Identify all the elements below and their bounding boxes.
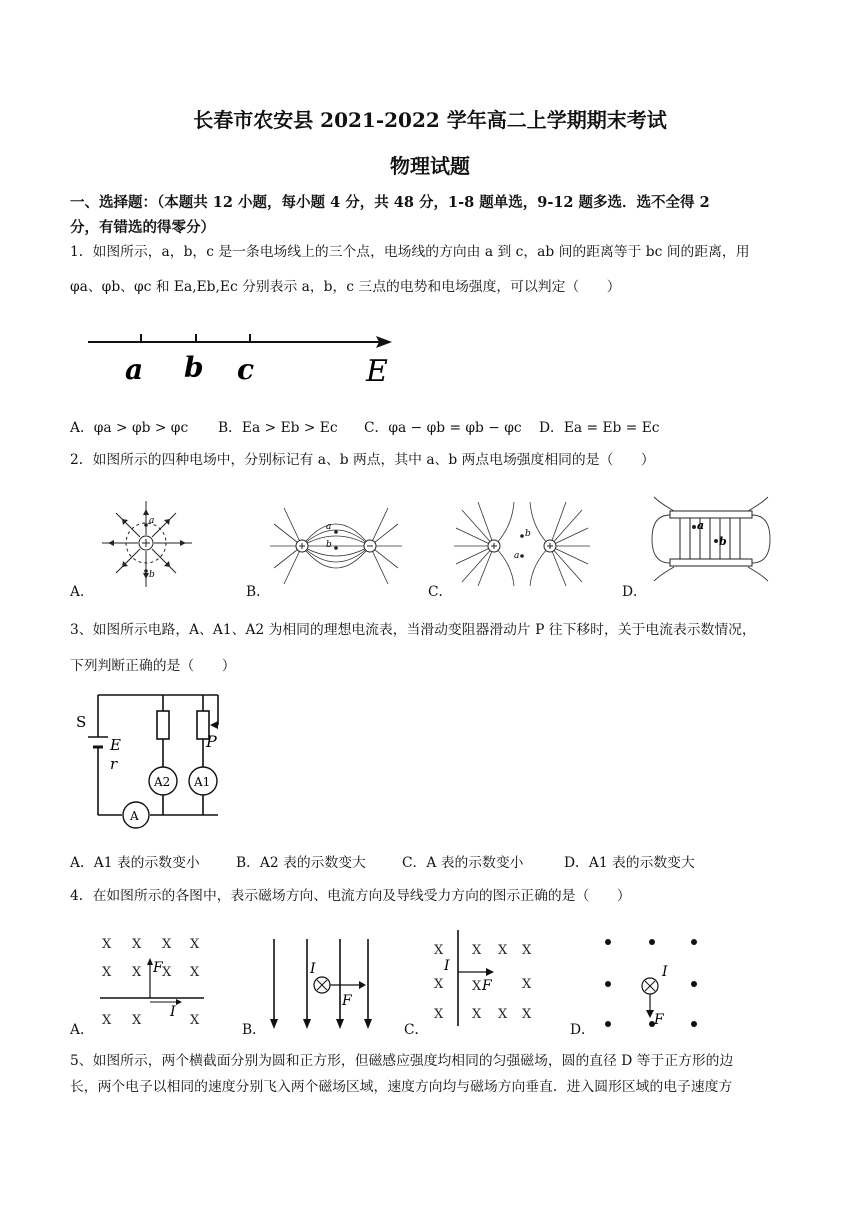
q3-label-A: A <box>130 809 139 823</box>
svg-text:X: X <box>472 979 482 994</box>
q2-fig-b-dipole <box>268 502 404 588</box>
q1-label-b: b <box>184 351 204 384</box>
q1-label-c: c <box>237 353 255 386</box>
svg-text:X: X <box>498 943 508 958</box>
svg-text:X: X <box>434 977 444 992</box>
q5-stem-line2: 长，两个电子以相同的速度分别飞入两个磁场区域，速度方向均与磁场方向垂直．进入圆形区域的电子速度方 <box>70 1079 733 1095</box>
svg-text:X: X <box>132 937 142 952</box>
svg-text:X: X <box>162 937 172 952</box>
svg-text:X: X <box>190 937 200 952</box>
svg-text:X: X <box>434 943 444 958</box>
q4b-label-I: I <box>310 961 316 977</box>
q4c-label-I: I <box>444 958 450 974</box>
q3-label-emf: E <box>110 736 121 754</box>
q2d-label-b: b <box>719 535 727 548</box>
section-heading-line1: 一、选择题：（本题共 12 小题，每小题 4 分，共 48 分，1-8 题单选，9-12 题多选．选不全得 2 <box>70 194 710 211</box>
q4b-label-F: F <box>342 993 352 1009</box>
svg-text:X: X <box>498 1007 508 1022</box>
q2-option-c[interactable]: C． <box>428 584 453 600</box>
svg-text:X: X <box>190 1013 200 1028</box>
q3-label-A2: A2 <box>154 775 171 789</box>
q2a-label-b: b <box>149 570 155 580</box>
q2-stem-line1: 2．如图所示的四种电场中，分别标记有 a、b 两点，其中 a、b 两点电场强度相同的是（ ） <box>70 452 655 468</box>
q3-stem-line2: 下列判断正确的是（ ） <box>70 658 236 674</box>
svg-text:X: X <box>132 965 142 980</box>
q2c-label-b: b <box>525 529 531 539</box>
svg-text:X: X <box>102 1013 112 1028</box>
q1-option-d[interactable]: D．Ea = Eb = Ec <box>539 420 660 436</box>
q2a-label-a: a <box>149 516 155 526</box>
svg-text:X: X <box>472 1007 482 1022</box>
q5-stem-line1: 5、如图所示，两个横截面分别为圆和正方形，但磁感应强度均相同的匀强磁场，圆的直径 D 等于正方形的边 <box>70 1053 734 1069</box>
q3-label-switch: S <box>76 713 87 731</box>
q2b-label-b: b <box>326 540 332 550</box>
q2-option-b[interactable]: B． <box>246 584 270 600</box>
q4d-label-I: I <box>662 964 668 980</box>
svg-text:X: X <box>472 943 482 958</box>
section-heading-line2: 分，有错选的得零分） <box>70 219 215 236</box>
q4-fig-d <box>600 932 704 1032</box>
q3-label-A1: A1 <box>194 775 211 789</box>
q4-fig-a <box>96 932 208 1032</box>
q3-stem-line1: 3、如图所示电路，A、A1、A2 为相同的理想电流表，当滑动变阻器滑动片 P 往下移时，关于电流表示数情况， <box>70 622 756 638</box>
q3-option-c[interactable]: C．A 表的示数变小 <box>402 855 524 871</box>
svg-text:X: X <box>102 965 112 980</box>
q1-option-b[interactable]: B．Ea > Eb > Ec <box>218 420 338 436</box>
svg-text:X: X <box>434 1007 444 1022</box>
q1-field-line-figure <box>80 325 400 387</box>
q3-option-d[interactable]: D．A1 表的示数变大 <box>564 855 695 871</box>
svg-text:X: X <box>522 1007 532 1022</box>
q4c-label-F: F <box>482 978 492 994</box>
q1-label-a: a <box>125 353 144 386</box>
q2-fig-a-point-charge <box>100 495 196 591</box>
svg-text:X: X <box>162 965 172 980</box>
q2b-label-a: a <box>326 522 332 532</box>
q2d-label-a: a <box>697 519 705 532</box>
q4a-label-F: F <box>153 960 163 976</box>
svg-text:X: X <box>190 965 200 980</box>
q2-option-a[interactable]: A． <box>70 584 94 600</box>
q4-fig-b <box>262 935 380 1033</box>
q2-fig-d-parallel-plates <box>650 493 772 585</box>
svg-text:X: X <box>132 1013 142 1028</box>
exam-subtitle: 物理试题 <box>390 154 470 178</box>
q3-label-r: r <box>110 755 118 773</box>
exam-title: 长春市农安县 2021-2022 学年高二上学期期末考试 <box>193 108 667 132</box>
q1-stem-line1: 1．如图所示，a，b，c 是一条电场线上的三个点，电场线的方向由 a 到 c，ab 间的距离等于 bc 间的距离，用 <box>70 244 750 260</box>
q3-circuit-figure <box>70 685 230 835</box>
q4d-label-F: F <box>654 1012 664 1028</box>
q4-option-b[interactable]: B． <box>242 1022 266 1038</box>
svg-text:X: X <box>102 937 112 952</box>
q2-option-d[interactable]: D． <box>622 584 647 600</box>
q3-option-b[interactable]: B．A2 表的示数变大 <box>236 855 366 871</box>
svg-text:X: X <box>522 977 532 992</box>
q2c-label-a: a <box>514 551 520 561</box>
q4-fig-c <box>428 928 540 1030</box>
q4-option-d[interactable]: D． <box>570 1022 595 1038</box>
svg-text:X: X <box>522 943 532 958</box>
q1-stem-line2: φa、φb、φc 和 Ea,Eb,Ec 分别表示 a，b，c 三点的电势和电场强度，可以判定（ ） <box>70 279 621 295</box>
q4-stem-line1: 4．在如图所示的各图中，表示磁场方向、电流方向及导线受力方向的图示正确的是（ ） <box>70 888 631 904</box>
q1-label-E: E <box>366 354 388 387</box>
q4-option-c[interactable]: C． <box>404 1022 429 1038</box>
q3-label-P: P <box>206 732 217 751</box>
q4-option-a[interactable]: A． <box>70 1022 94 1038</box>
q3-option-a[interactable]: A．A1 表的示数变小 <box>70 855 200 871</box>
q4a-label-I: I <box>170 1004 176 1020</box>
q1-option-a[interactable]: A．φa > φb > φc <box>70 420 189 436</box>
q1-option-c[interactable]: C．φa − φb = φb − φc <box>364 420 522 436</box>
q2-fig-c-like-charges <box>452 498 592 588</box>
